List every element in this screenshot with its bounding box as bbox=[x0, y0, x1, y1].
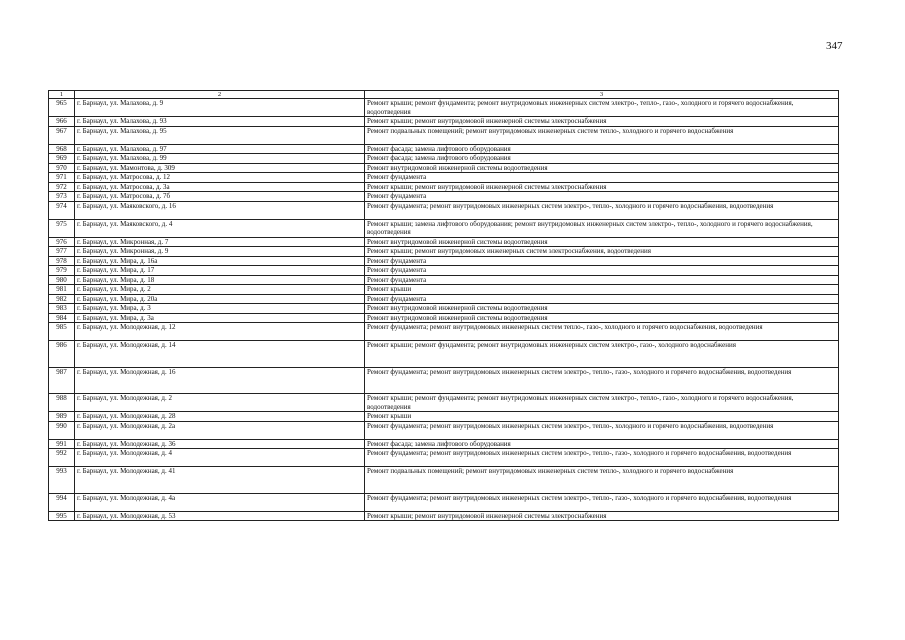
table-row bbox=[49, 173, 839, 183]
row-work-cell: Ремонт подвальных помещений; ремонт внутридомовых инженерных систем тепло-, холодного и горячего водоснабжения bbox=[365, 126, 839, 144]
table-row bbox=[49, 304, 839, 314]
row-address-cell: г. Барнаул, ул. Микронная, д. 7 bbox=[75, 237, 365, 247]
row-work-cell: Ремонт фундамента bbox=[365, 266, 839, 276]
table-row bbox=[49, 439, 839, 449]
row-number-cell: 975 bbox=[49, 219, 75, 237]
row-number-cell: 984 bbox=[49, 313, 75, 323]
row-work-cell: Ремонт крыши; ремонт внутридомовой инженерной системы электроснабжения bbox=[365, 182, 839, 192]
row-address-cell: г. Барнаул, ул. Микронная, д. 9 bbox=[75, 247, 365, 257]
row-work-cell: Ремонт фундамента; ремонт внутридомовых инженерных систем электро-, тепло-, газо-, холодного и горячего водоснабжения, водоотведения bbox=[365, 449, 839, 467]
row-address-cell: г. Барнаул, ул. Малахова, д. 9 bbox=[75, 99, 365, 117]
table-row bbox=[49, 285, 839, 295]
table-row bbox=[49, 511, 839, 521]
column-header-number: 1 bbox=[49, 91, 75, 99]
table-row bbox=[49, 266, 839, 276]
row-work-cell: Ремонт крыши; ремонт фундамента; ремонт внутридомовых инженерных систем электро-, тепло-, газо-, холодного и горячего водоснабжения, водоотведения bbox=[365, 99, 839, 117]
row-address-cell: г. Барнаул, ул. Малахова, д. 95 bbox=[75, 126, 365, 144]
row-work-cell: Ремонт крыши; ремонт фундамента; ремонт внутридомовых инженерных систем электро-, тепло-, газо-, холодного и горячего водоснабжения, водоотведения bbox=[365, 394, 839, 412]
table-row bbox=[49, 144, 839, 154]
row-address-cell: г. Барнаул, ул. Маяковского, д. 16 bbox=[75, 201, 365, 219]
table-row bbox=[49, 467, 839, 494]
row-work-cell: Ремонт фундамента bbox=[365, 192, 839, 202]
row-number-cell: 982 bbox=[49, 294, 75, 304]
table-row bbox=[49, 313, 839, 323]
row-address-cell: г. Барнаул, ул. Молодежная, д. 28 bbox=[75, 412, 365, 422]
row-address-cell: г. Барнаул, ул. Молодежная, д. 41 bbox=[75, 467, 365, 494]
row-work-cell: Ремонт фундамента bbox=[365, 173, 839, 183]
table-row bbox=[49, 201, 839, 219]
row-address-cell: г. Барнаул, ул. Матросова, д. 7б bbox=[75, 192, 365, 202]
row-work-cell: Ремонт крыши; ремонт внутридомовой инженерной системы электроснабжения bbox=[365, 117, 839, 127]
row-work-cell: Ремонт фундамента bbox=[365, 256, 839, 266]
table-row bbox=[49, 256, 839, 266]
row-address-cell: г. Барнаул, ул. Мира, д. 16а bbox=[75, 256, 365, 266]
row-number-cell: 992 bbox=[49, 449, 75, 467]
row-address-cell: г. Барнаул, ул. Мира, д. 2 bbox=[75, 285, 365, 295]
row-number-cell: 993 bbox=[49, 467, 75, 494]
row-work-cell: Ремонт подвальных помещений; ремонт внутридомовых инженерных систем тепло-, холодного и горячего водоснабжения bbox=[365, 467, 839, 494]
table-row bbox=[49, 192, 839, 202]
row-address-cell: г. Барнаул, ул. Молодежная, д. 4 bbox=[75, 449, 365, 467]
table-row bbox=[49, 126, 839, 144]
row-address-cell: г. Барнаул, ул. Матросова, д. 3а bbox=[75, 182, 365, 192]
row-address-cell: г. Барнаул, ул. Мира, д. 20а bbox=[75, 294, 365, 304]
row-address-cell: г. Барнаул, ул. Малахова, д. 97 bbox=[75, 144, 365, 154]
row-number-cell: 973 bbox=[49, 192, 75, 202]
row-address-cell: г. Барнаул, ул. Мира, д. 3а bbox=[75, 313, 365, 323]
row-address-cell: г. Барнаул, ул. Маяковского, д. 4 bbox=[75, 219, 365, 237]
row-address-cell: г. Барнаул, ул. Молодежная, д. 53 bbox=[75, 511, 365, 521]
row-address-cell: г. Барнаул, ул. Мира, д. 18 bbox=[75, 275, 365, 285]
row-address-cell: г. Барнаул, ул. Матросова, д. 12 bbox=[75, 173, 365, 183]
table-row bbox=[49, 182, 839, 192]
table-row bbox=[49, 117, 839, 127]
table-row bbox=[49, 421, 839, 439]
row-work-cell: Ремонт крыши bbox=[365, 412, 839, 422]
row-number-cell: 966 bbox=[49, 117, 75, 127]
row-number-cell: 987 bbox=[49, 367, 75, 394]
row-number-cell: 991 bbox=[49, 439, 75, 449]
row-work-cell: Ремонт фундамента bbox=[365, 294, 839, 304]
row-number-cell: 988 bbox=[49, 394, 75, 412]
row-work-cell: Ремонт фундамента bbox=[365, 275, 839, 285]
row-number-cell: 994 bbox=[49, 493, 75, 511]
row-work-cell: Ремонт крыши; ремонт внутридомовых инженерных систем электроснабжения, водоотведения bbox=[365, 247, 839, 257]
table-row bbox=[49, 275, 839, 285]
row-work-cell: Ремонт крыши; замена лифтового оборудования; ремонт внутридомовых инженерных систем электро-, тепло-, холодного и горячего водоснабжения, водоотведения bbox=[365, 219, 839, 237]
table-row bbox=[49, 99, 839, 117]
row-work-cell: Ремонт фасада; замена лифтового оборудования bbox=[365, 154, 839, 164]
row-address-cell: г. Барнаул, ул. Малахова, д. 93 bbox=[75, 117, 365, 127]
column-header-address: 2 bbox=[75, 91, 365, 99]
row-work-cell: Ремонт фасада; замена лифтового оборудования bbox=[365, 144, 839, 154]
row-work-cell: Ремонт фундамента; ремонт внутридомовых инженерных систем тепло-, газо-, холодного и горячего водоснабжения, водоотведения bbox=[365, 323, 839, 341]
row-address-cell: г. Барнаул, ул. Молодежная, д. 2а bbox=[75, 421, 365, 439]
row-address-cell: г. Барнаул, ул. Молодежная, д. 16 bbox=[75, 367, 365, 394]
table-row bbox=[49, 449, 839, 467]
row-number-cell: 972 bbox=[49, 182, 75, 192]
row-address-cell: г. Барнаул, ул. Молодежная, д. 36 bbox=[75, 439, 365, 449]
table-row bbox=[49, 294, 839, 304]
table-row bbox=[49, 154, 839, 164]
row-number-cell: 968 bbox=[49, 144, 75, 154]
row-work-cell: Ремонт внутридомовой инженерной системы водоотведения bbox=[365, 304, 839, 314]
repair-table bbox=[48, 90, 839, 521]
table-row bbox=[49, 493, 839, 511]
row-address-cell: г. Барнаул, ул. Молодежная, д. 12 bbox=[75, 323, 365, 341]
page-number: 347 bbox=[826, 40, 843, 52]
table-row bbox=[49, 367, 839, 394]
row-number-cell: 980 bbox=[49, 275, 75, 285]
row-number-cell: 971 bbox=[49, 173, 75, 183]
row-address-cell: г. Барнаул, ул. Молодежная, д. 14 bbox=[75, 341, 365, 368]
table-row bbox=[49, 247, 839, 257]
row-address-cell: г. Барнаул, ул. Молодежная, д. 2 bbox=[75, 394, 365, 412]
row-number-cell: 995 bbox=[49, 511, 75, 521]
row-number-cell: 981 bbox=[49, 285, 75, 295]
row-number-cell: 969 bbox=[49, 154, 75, 164]
table-row bbox=[49, 412, 839, 422]
row-address-cell: г. Барнаул, ул. Малахова, д. 99 bbox=[75, 154, 365, 164]
row-number-cell: 990 bbox=[49, 421, 75, 439]
table-body bbox=[49, 91, 839, 521]
table-row bbox=[49, 341, 839, 368]
row-number-cell: 965 bbox=[49, 99, 75, 117]
row-work-cell: Ремонт внутридомовой инженерной системы водоотведения bbox=[365, 163, 839, 173]
row-number-cell: 978 bbox=[49, 256, 75, 266]
table-row bbox=[49, 323, 839, 341]
row-number-cell: 977 bbox=[49, 247, 75, 257]
column-header-work: 3 bbox=[365, 91, 839, 99]
row-work-cell: Ремонт крыши; ремонт фундамента; ремонт внутридомовых инженерных систем электро-, газо-, холодного водоснабжения bbox=[365, 341, 839, 368]
row-number-cell: 970 bbox=[49, 163, 75, 173]
row-work-cell: Ремонт фундамента; ремонт внутридомовых инженерных систем электро-, тепло-, холодного и горячего водоснабжения, водоотведения bbox=[365, 201, 839, 219]
row-work-cell: Ремонт крыши bbox=[365, 285, 839, 295]
row-address-cell: г. Барнаул, ул. Мира, д. 17 bbox=[75, 266, 365, 276]
row-work-cell: Ремонт крыши; ремонт внутридомовой инженерной системы электроснабжения bbox=[365, 511, 839, 521]
table-row bbox=[49, 237, 839, 247]
table-header-row bbox=[49, 91, 839, 99]
row-address-cell: г. Барнаул, ул. Молодежная, д. 4а bbox=[75, 493, 365, 511]
row-number-cell: 986 bbox=[49, 341, 75, 368]
row-number-cell: 983 bbox=[49, 304, 75, 314]
row-work-cell: Ремонт внутридомовой инженерной системы водоотведения bbox=[365, 313, 839, 323]
row-work-cell: Ремонт фундамента; ремонт внутридомовых инженерных систем электро-, тепло-, холодного и горячего водоснабжения, водоотведения bbox=[365, 421, 839, 439]
row-address-cell: г. Барнаул, ул. Мамонтова, д. 309 bbox=[75, 163, 365, 173]
row-work-cell: Ремонт фасада; замена лифтового оборудования bbox=[365, 439, 839, 449]
row-number-cell: 976 bbox=[49, 237, 75, 247]
table-row bbox=[49, 219, 839, 237]
row-address-cell: г. Барнаул, ул. Мира, д. 3 bbox=[75, 304, 365, 314]
row-number-cell: 967 bbox=[49, 126, 75, 144]
table-row bbox=[49, 163, 839, 173]
row-number-cell: 989 bbox=[49, 412, 75, 422]
row-number-cell: 985 bbox=[49, 323, 75, 341]
row-number-cell: 979 bbox=[49, 266, 75, 276]
table-row bbox=[49, 394, 839, 412]
row-work-cell: Ремонт фундамента; ремонт внутридомовых инженерных систем электро-, тепло-, газо-, холодного и горячего водоснабжения, водоотведения bbox=[365, 367, 839, 394]
row-work-cell: Ремонт фундамента; ремонт внутридомовых инженерных систем электро-, тепло-, газо-, холодного и горячего водоснабжения, водоотведения bbox=[365, 493, 839, 511]
row-number-cell: 974 bbox=[49, 201, 75, 219]
row-work-cell: Ремонт внутридомовой инженерной системы водоотведения bbox=[365, 237, 839, 247]
